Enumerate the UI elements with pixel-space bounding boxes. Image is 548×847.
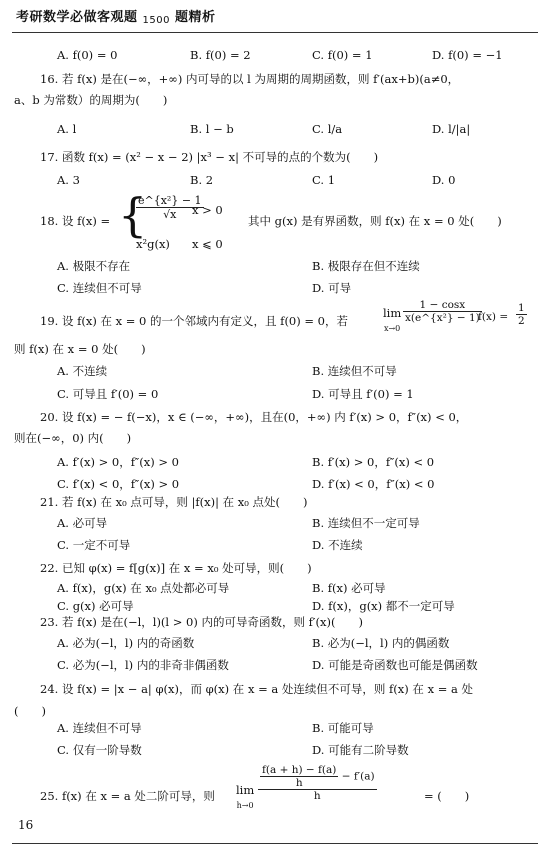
q25-fraction [258, 764, 377, 802]
q23-option-a: A. 必为(−l，l) 内的奇函数 [57, 636, 195, 650]
q21-option-b: B. 连续但不一定可导 [312, 516, 420, 530]
q18-case1-condition: x > 0 [192, 203, 223, 217]
q19-option-c: C. 可导且 f′(0) = 0 [57, 387, 159, 401]
q21-option-d: D. 不连续 [312, 538, 363, 552]
q20-stem-line1: 20. 设 f(x) = − f(−x)，x ∈ (−∞，+∞)，且在(0，+∞) 内 f′(x) > 0，f″(x) < 0， [40, 410, 468, 424]
q18-option-d: D. 可导 [312, 281, 352, 295]
q20-option-c: C. f′(x) < 0，f″(x) > 0 [57, 477, 180, 491]
q20-option-b: B. f′(x) > 0，f″(x) < 0 [312, 455, 435, 469]
header-number: 1500 [142, 15, 170, 26]
header-title: 考研数学必做客观题 [16, 10, 138, 25]
q18-case2-condition: x ⩽ 0 [192, 237, 223, 251]
q18-label: 18. 设 f(x) = [40, 214, 111, 228]
q19-half [516, 302, 527, 327]
q16-option-a: A. l [57, 122, 77, 136]
q15-option-c: C. f(0) = 1 [312, 48, 373, 62]
q19-lim-sub: x→0 [383, 324, 401, 333]
q25-minus: − f′(a) [341, 770, 375, 783]
q15-option-b: B. f(0) = 2 [190, 48, 251, 62]
q22-stem: 22. 已知 φ(x) = f[g(x)] 在 x = x₀ 处可导，则( ) [40, 561, 312, 575]
header-rule [12, 32, 538, 33]
q23-stem: 23. 若 f(x) 是在(−l，l)(l > 0) 内的可导奇函数，则 f′(x)( ) [40, 615, 363, 629]
q17-option-a: A. 3 [57, 173, 80, 187]
q23-option-c: C. 必为(−l，l) 内的非奇非偶函数 [57, 658, 229, 672]
q20-option-a: A. f′(x) > 0，f″(x) > 0 [57, 455, 179, 469]
q19-stem-line1: 19. 设 f(x) 在 x = 0 的一个邻域内有定义，且 f(0) = 0，若 [40, 314, 348, 328]
q24-stem-line2: ( ) [14, 704, 46, 718]
q17-stem: 17. 函数 f(x) = (x² − x − 2) |x³ − x| 不可导的点的个数为( ) [40, 150, 379, 164]
q22-option-c: C. g(x) 必可导 [57, 599, 134, 613]
q24-option-c: C. 仅有一阶导数 [57, 743, 142, 757]
q19-option-d: D. 可导且 f′(0) = 1 [312, 387, 414, 401]
q17-option-c: C. 1 [312, 173, 336, 187]
q17-option-d: D. 0 [432, 173, 456, 187]
q16-option-d: D. l/|a| [432, 122, 471, 136]
footer-rule [12, 843, 538, 844]
q20-stem-line2: 则在(−∞，0) 内( ) [14, 431, 132, 445]
q24-option-a: A. 连续但不可导 [57, 721, 142, 735]
q25-limit [236, 783, 254, 811]
q25-lim-sub: h→0 [236, 801, 254, 810]
q19-option-b: B. 连续但不可导 [312, 364, 397, 378]
q15-option-a: A. f(0) = 0 [57, 48, 118, 62]
q18-case2: x²g(x) [136, 237, 170, 251]
q16-stem-line2: a、b 为常数）的周期为( ) [14, 93, 168, 107]
q19-frac-num: 1 − cosx [403, 299, 482, 312]
q21-option-a: A. 必可导 [57, 516, 108, 530]
header-suffix: 题精析 [175, 10, 216, 25]
q22-option-b: B. f(x) 必可导 [312, 581, 386, 595]
q18-case1-denominator: √x [163, 208, 177, 221]
q18-option-c: C. 连续但不可导 [57, 281, 142, 295]
q24-stem-line1: 24. 设 f(x) = |x − a| φ(x)，而 φ(x) 在 x = a 处连续但不可导，则 f(x) 在 x = a 处 [40, 682, 474, 696]
q25-label: 25. f(x) 在 x = a 处二阶可导，则 [40, 789, 215, 803]
q22-option-a: A. f(x)，g(x) 在 x₀ 点处都必可导 [57, 581, 230, 595]
q20-option-d: D. f′(x) < 0，f″(x) < 0 [312, 477, 435, 491]
running-header [16, 6, 216, 26]
q19-limit [383, 306, 401, 334]
q15-option-d: D. f(0) = −1 [432, 48, 503, 62]
q18-case1-numerator: e^{x²} − 1 [138, 194, 202, 207]
q19-tail: f(x) = [478, 311, 509, 323]
q25-outer-den: h [313, 790, 321, 802]
q25-tail: = ( ) [424, 789, 470, 803]
page-number: 16 [18, 818, 34, 832]
q25-inner-num: f(a + h) − f(a) [262, 764, 337, 776]
q21-stem: 21. 若 f(x) 在 x₀ 点可导，则 |f(x)| 在 x₀ 点处( ) [40, 495, 308, 509]
q19-stem-line2: 则 f(x) 在 x = 0 处( ) [14, 342, 146, 356]
q16-stem-line1: 16. 若 f(x) 是在(−∞，+∞) 内可导的以 l 为周期的周期函数，则 f′(ax+b)(a≠0， [40, 72, 460, 86]
q25-inner-den: h [295, 777, 303, 789]
q23-option-d: D. 可能是奇函数也可能是偶函数 [312, 658, 478, 672]
q21-option-c: C. 一定不可导 [57, 538, 131, 552]
q19-half-num: 1 [518, 302, 525, 314]
q19-frac-den: x(e^{x²} − 1) [405, 312, 480, 324]
q18-option-b: B. 极限存在但不连续 [312, 259, 420, 273]
q19-fraction [403, 299, 482, 324]
q16-option-c: C. l/a [312, 122, 343, 136]
q17-option-b: B. 2 [190, 173, 214, 187]
q18-option-a: A. 极限不存在 [57, 259, 131, 273]
q23-option-b: B. 必为(−l，l) 内的偶函数 [312, 636, 450, 650]
q24-option-d: D. 可能有二阶导数 [312, 743, 409, 757]
q19-half-den: 2 [518, 315, 525, 327]
q19-lim: lim [383, 306, 402, 320]
q18-brace: { [118, 188, 148, 242]
q25-lim: lim [236, 783, 255, 797]
q19-option-a: A. 不连续 [57, 364, 108, 378]
q18-tail: 其中 g(x) 是有界函数，则 f(x) 在 x = 0 处( ) [248, 214, 502, 228]
q16-option-b: B. l − b [190, 122, 234, 136]
q24-option-b: B. 可能可导 [312, 721, 374, 735]
q22-option-d: D. f(x)，g(x) 都不一定可导 [312, 599, 455, 613]
